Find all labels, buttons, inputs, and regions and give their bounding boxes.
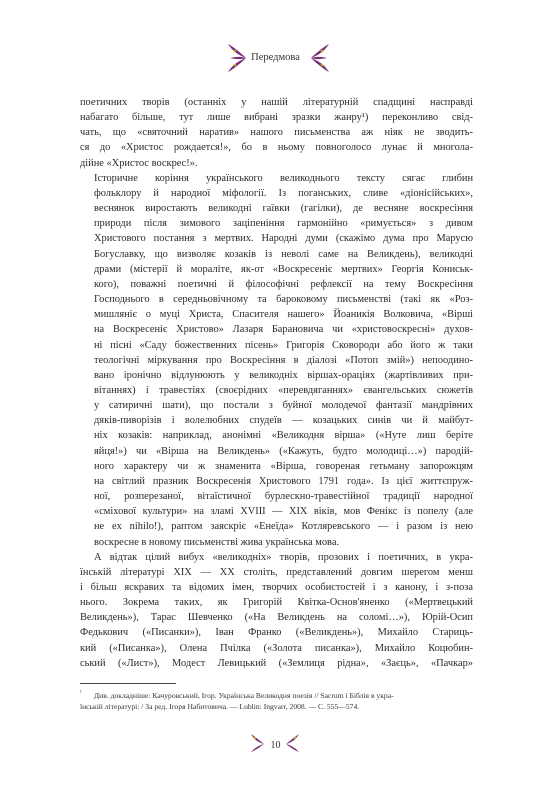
text-line: дійне «Христос воскрес!».	[80, 157, 198, 169]
paragraph	[80, 95, 473, 171]
paragraph	[80, 550, 473, 671]
footnote-rule	[80, 683, 176, 684]
text-line: воскресне в новому письменстві жива українська мова.	[94, 536, 340, 548]
text-line: Федькович («Писанки»), Іван Франко («Великдень»), Михайло Стариць-	[80, 627, 473, 639]
page-number: 10	[270, 740, 281, 751]
text-line: теологічні міркування про Воскресіння в діалозі «Потоп змій») непоодино-	[94, 354, 473, 366]
footnote	[80, 690, 473, 712]
text-line: їнській літературі XIX — XX століть, представлений довгим шерегом менш	[80, 566, 473, 578]
text-line: Господнього в середньовічному та бароковому письменстві (такі як «Роз-	[94, 294, 473, 306]
footnote-marker: ¹	[80, 690, 82, 696]
text-line: нього. Зокрема таких, як Григорій Квітка-Основ'яненко («Мертвецький	[80, 597, 473, 609]
text-line: у сатиричні шати), що постали з буйної молодечої фантазії мандрівних	[94, 400, 473, 412]
text-line: фольклору й народної міфології. Із поганських, сливе «діонісійських»,	[94, 187, 473, 199]
text-line: ніх козаків: наприклад, анонімні «Великодня вірша» («Нуте лиш беріте	[94, 430, 473, 442]
text-line: набагато більше, тут лише вибрані зразки жанру¹) переконливо свід-	[80, 112, 473, 124]
page-footer	[0, 730, 551, 770]
running-header	[0, 40, 551, 80]
text-line: драми (містерії й мораліте, як-от «Воскресеніє мертвих» Георгія Кониськ-	[94, 263, 473, 275]
text-line: на Воскресеніє Христово» Лазаря Барановича чи «христовоскресні» духов-	[94, 324, 473, 336]
text-line: дяків-пиворізів і волелюбних спудеїв — козацьких синів чи й майбут-	[94, 415, 473, 427]
text-line: кий («Писанка»), Олена Пчілка («Золота писанка»), Михайло Коцюбин-	[80, 642, 473, 654]
text-line: яйця!») чи «Вірша на Великдень» («Кажуть, будто молодиці…») пародій-	[94, 445, 473, 457]
text-line: ної, розперезаної, вітаїстичної бурлескно-травестійної традиції народної	[94, 491, 473, 503]
body-text	[80, 95, 473, 671]
text-line: кого), поважні поетичні й філософічні рефлексії на тему Воскресіння	[94, 278, 473, 290]
footnote-line: їнській літературі: / За ред. Ігоря Набитовича. — Lublin: Ingvarr, 2008. — С. 555—574.	[80, 702, 360, 711]
floral-ornament-icon	[285, 730, 301, 754]
text-line: природи після зимового заціпеніння гармонійно «римується» з дивом	[94, 218, 473, 230]
text-line: ного характеру чи ж знаменита «Вірша, говореная гетьману запорожцям	[94, 460, 473, 472]
floral-ornament-icon	[309, 42, 331, 74]
text-line: ський («Лист»), Модест Левицький («Землиця рідна», «Заєць», «Пачкар»	[80, 657, 473, 669]
page-title: Передмова	[251, 52, 300, 63]
text-line: Історичне коріння українського великоднього тексту сягає глибин	[94, 172, 473, 184]
text-line: вано іронічно відлунюють у великодніх віршах-ораціях (жартівливих при-	[94, 369, 473, 381]
text-line: ся до «Христос рождается!», бо в ньому повноголосо лунає й многола-	[80, 142, 473, 154]
text-line: веснянок виростають великодні гаївки (гагілки), де весняне воскресіння	[94, 203, 473, 215]
text-line: вітаннях) і травестіях (своєрідних «перевдяганнях» євангельських сюжетів	[94, 384, 473, 396]
text-line: Великдень»), Тарас Шевченко («На Великдень на соломі…»), Юрій-Осип	[80, 612, 473, 624]
text-line: Богуславку, що визволяє козаків із неволі саме на Великдень), великодні	[94, 248, 473, 260]
text-line: мишляніє о муці Христа, Спасителя нашего» Йоаникія Волковича, «Вірші	[94, 309, 473, 321]
text-line: чать, що «святочний наратив» нашого письменства аж ніяк не зводить-	[80, 127, 473, 139]
text-line: і більш яскравих та відомих імен, творчих особистостей і з канону, і з-поза	[80, 582, 473, 593]
text-line: Христового постання з мертвих. Народні думи (скажімо дума про Марусю	[94, 233, 473, 245]
footnote-line: Див. докладніше: Качуровський, Ігор. Українська Великодня поезія // Sacrum і Біблія в укра-	[94, 691, 394, 700]
text-line: ні пісні «Саду божественних пісень» Григорія Сковороди або його ж таки	[94, 339, 473, 351]
text-line: А відтак цілий вибух «великодніх» творів, прозових і поетичних, в укра-	[94, 551, 473, 563]
text-line: не ex nihilo!), раптом заяскріє «Енеїда» Котляревського — і разом із нею	[94, 521, 473, 533]
text-line: «сміхової культури» на зламі XVIII — XIX віків, мов Фенікс із попелу (але	[94, 506, 473, 518]
text-line: на світлий празник Воскресенія Христового 1791 года». Із цієї життєпруж-	[94, 475, 473, 487]
paragraph	[80, 171, 473, 550]
text-line: поетичних творів (останніх у нашій літературній спадщині насправді	[80, 97, 473, 108]
